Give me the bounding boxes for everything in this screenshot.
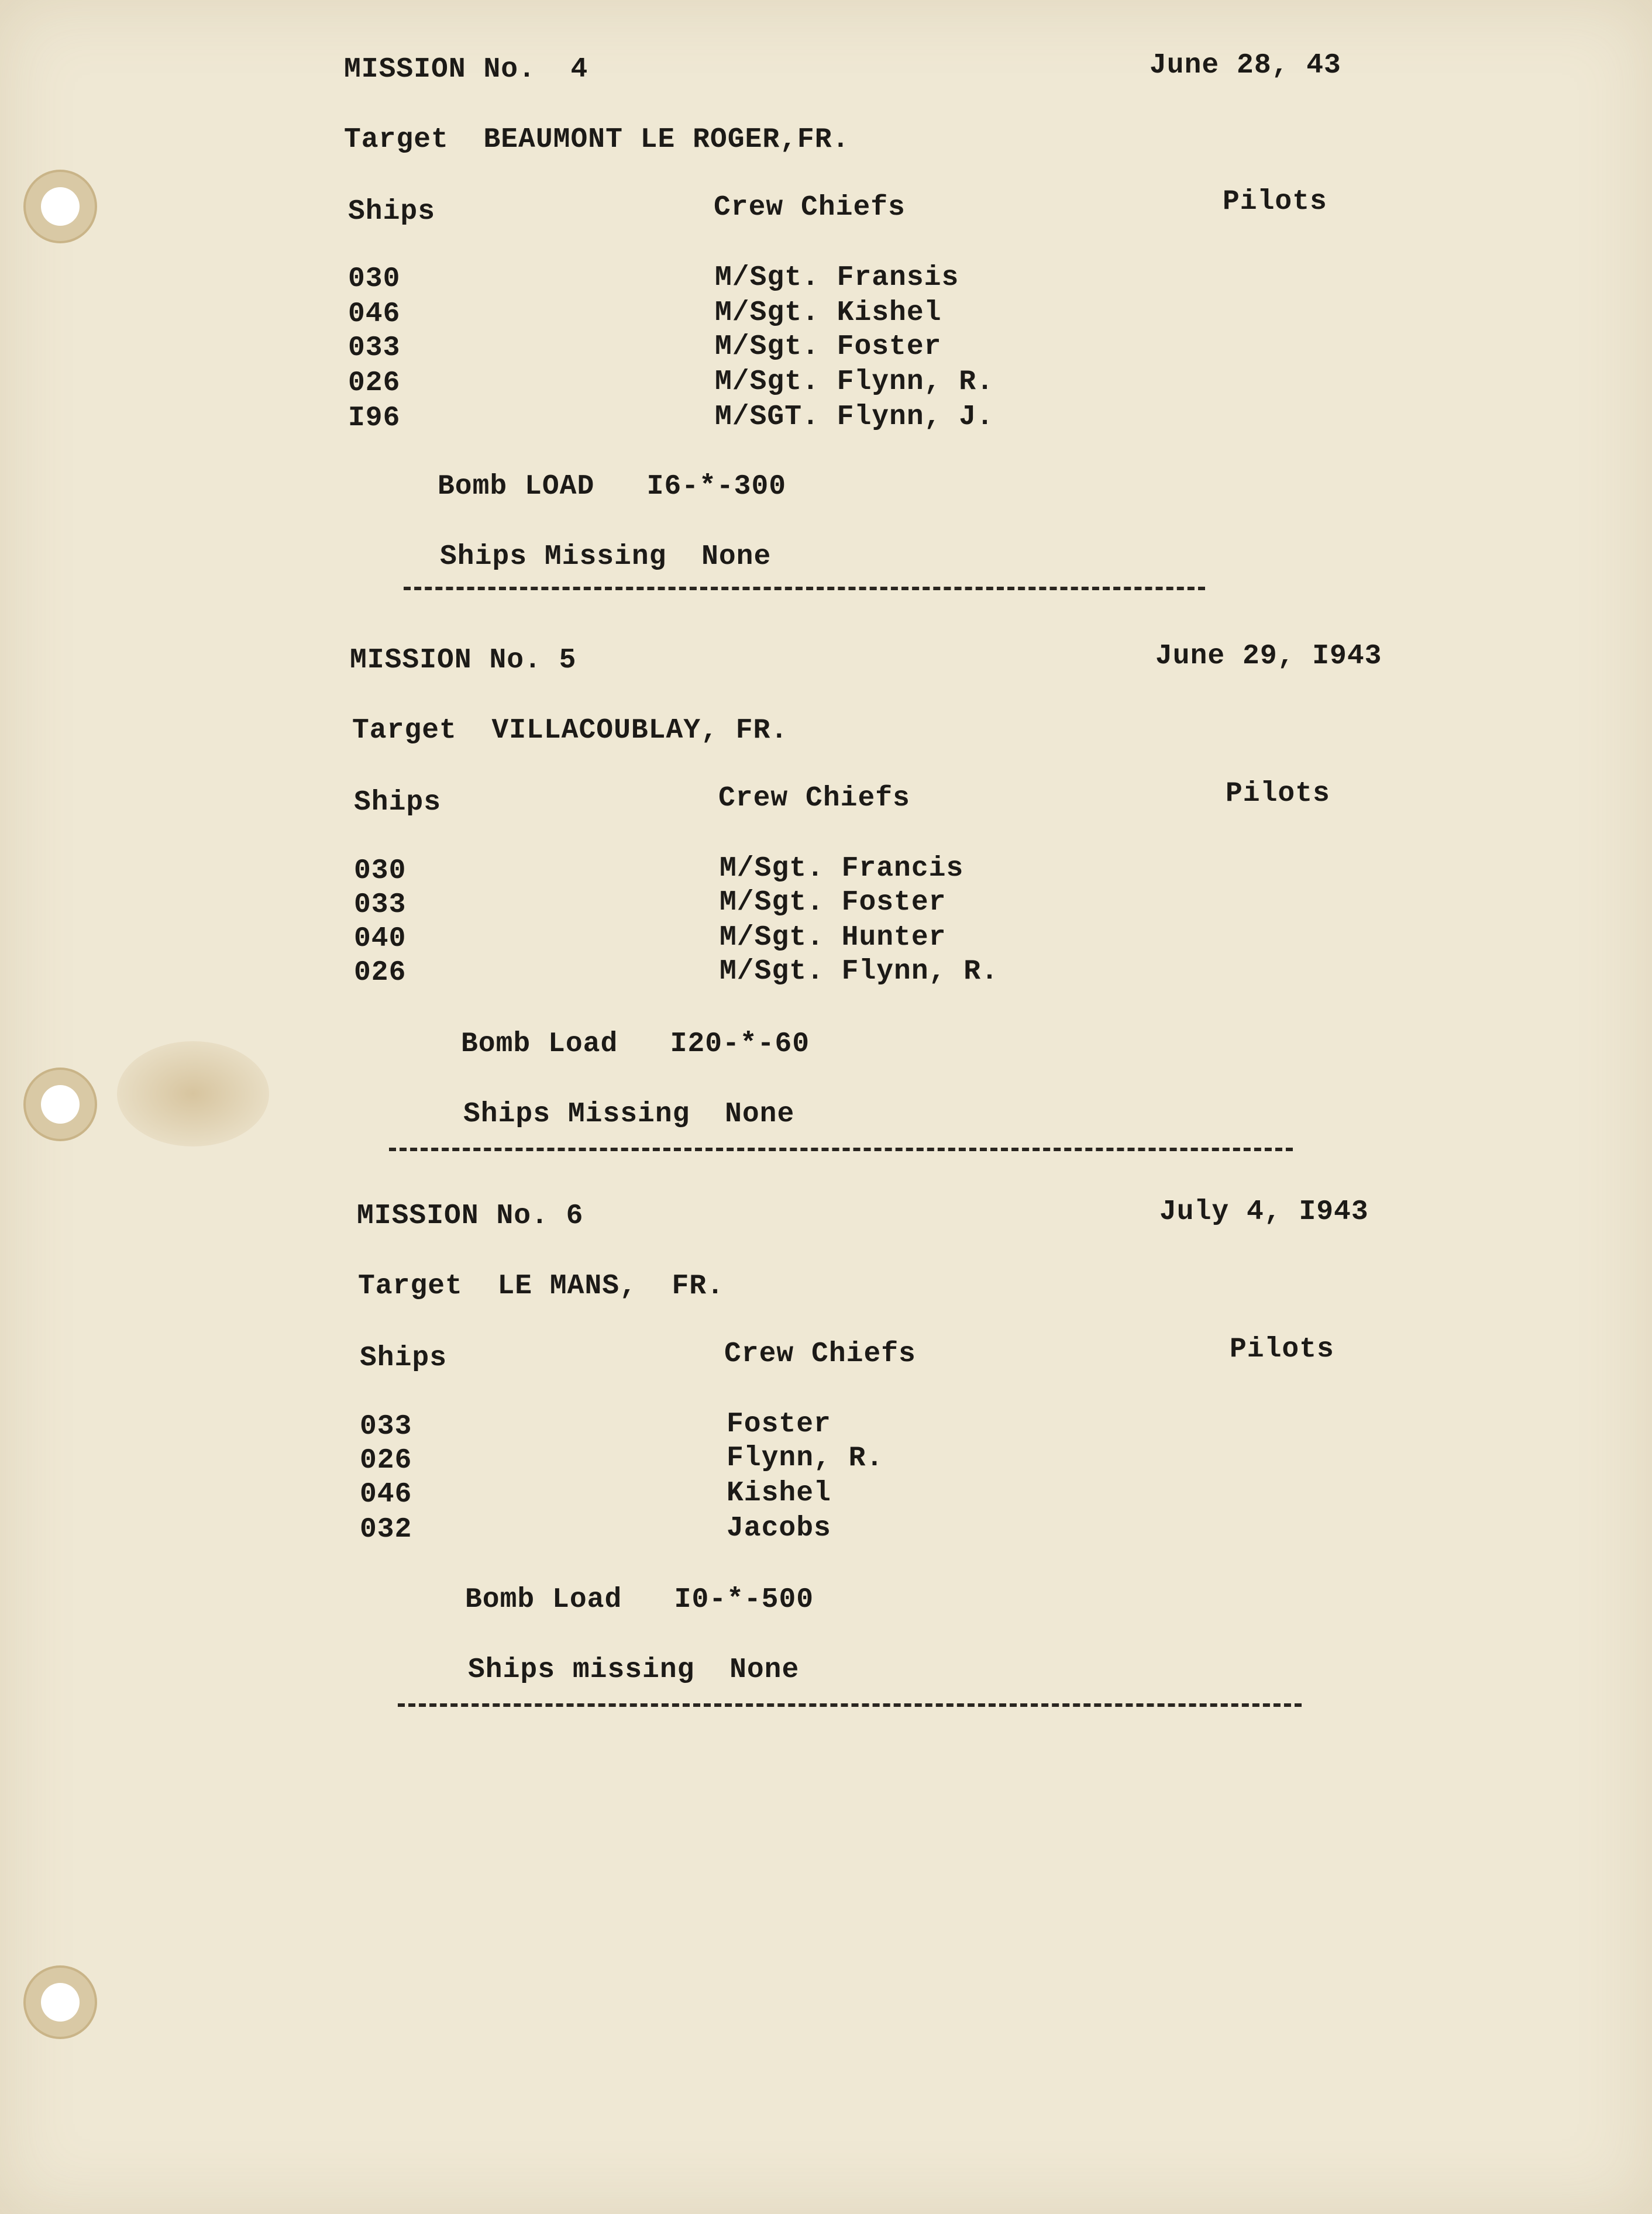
ship-number: 040 bbox=[354, 923, 407, 955]
ships-missing: Ships Missing None bbox=[463, 1099, 795, 1130]
punch-hole bbox=[41, 1983, 80, 2022]
mission-date: June 29, I943 bbox=[1155, 641, 1382, 672]
crew-chief: M/Sgt. Flynn, R. bbox=[720, 956, 999, 987]
ship-number: 030 bbox=[354, 855, 407, 887]
mission-target: Target LE MANS, FR. bbox=[358, 1270, 724, 1302]
pilots-header: Pilots bbox=[1226, 778, 1330, 810]
crew-chiefs-header: Crew Chiefs bbox=[718, 783, 910, 814]
ship-number: 046 bbox=[360, 1479, 412, 1510]
dashed-separator bbox=[389, 1148, 1293, 1151]
dashed-separator bbox=[398, 1703, 1302, 1707]
ships-missing: Ships missing None bbox=[468, 1654, 800, 1686]
crew-chief: M/Sgt. Flynn, R. bbox=[715, 366, 994, 398]
ships-header: Ships bbox=[354, 787, 442, 818]
water-stain bbox=[117, 1041, 269, 1146]
mission-title: MISSION No. 4 bbox=[344, 54, 588, 85]
mission-target: Target BEAUMONT LE ROGER,FR. bbox=[344, 124, 850, 156]
crew-chief: Foster bbox=[727, 1409, 831, 1440]
pilots-header: Pilots bbox=[1223, 186, 1327, 218]
crew-chiefs-header: Crew Chiefs bbox=[714, 192, 906, 223]
pilots-header: Pilots bbox=[1230, 1334, 1334, 1365]
crew-chief: Jacobs bbox=[727, 1513, 831, 1544]
ship-number: 026 bbox=[348, 367, 401, 399]
mission-target: Target VILLACOUBLAY, FR. bbox=[352, 715, 789, 746]
mission-date: June 28, 43 bbox=[1149, 50, 1341, 81]
crew-chief: M/Sgt. Fransis bbox=[715, 262, 959, 294]
ship-number: 030 bbox=[348, 263, 401, 295]
ships-header: Ships bbox=[348, 196, 436, 228]
punch-hole bbox=[41, 1085, 80, 1124]
crew-chief: M/Sgt. Francis bbox=[720, 853, 964, 884]
ship-number: 026 bbox=[360, 1445, 412, 1476]
ship-number: I96 bbox=[348, 402, 401, 434]
crew-chiefs-header: Crew Chiefs bbox=[724, 1338, 916, 1370]
dashed-separator bbox=[404, 587, 1205, 590]
crew-chief: M/Sgt. Foster bbox=[715, 331, 942, 363]
bomb-load: Bomb Load I0-*-500 bbox=[465, 1584, 814, 1616]
ships-header: Ships bbox=[360, 1342, 448, 1374]
crew-chief: M/Sgt. Hunter bbox=[720, 922, 947, 953]
ship-number: 032 bbox=[360, 1514, 412, 1545]
ship-number: 033 bbox=[354, 889, 407, 921]
punch-hole bbox=[41, 187, 80, 226]
mission-title: MISSION No. 6 bbox=[357, 1200, 584, 1232]
crew-chief: M/Sgt. Foster bbox=[720, 887, 947, 918]
ship-number: 033 bbox=[348, 332, 401, 364]
crew-chief: M/Sgt. Kishel bbox=[715, 297, 942, 329]
ship-number: 033 bbox=[360, 1411, 412, 1442]
crew-chief: Flynn, R. bbox=[727, 1442, 884, 1474]
bomb-load: Bomb LOAD I6-*-300 bbox=[438, 471, 787, 502]
mission-date: July 4, I943 bbox=[1159, 1196, 1369, 1228]
crew-chief: M/SGT. Flynn, J. bbox=[715, 401, 994, 433]
ships-missing: Ships Missing None bbox=[440, 541, 772, 573]
mission-title: MISSION No. 5 bbox=[350, 645, 577, 676]
ship-number: 026 bbox=[354, 957, 407, 989]
crew-chief: Kishel bbox=[727, 1478, 831, 1509]
ship-number: 046 bbox=[348, 298, 401, 330]
bomb-load: Bomb Load I20-*-60 bbox=[461, 1028, 810, 1060]
